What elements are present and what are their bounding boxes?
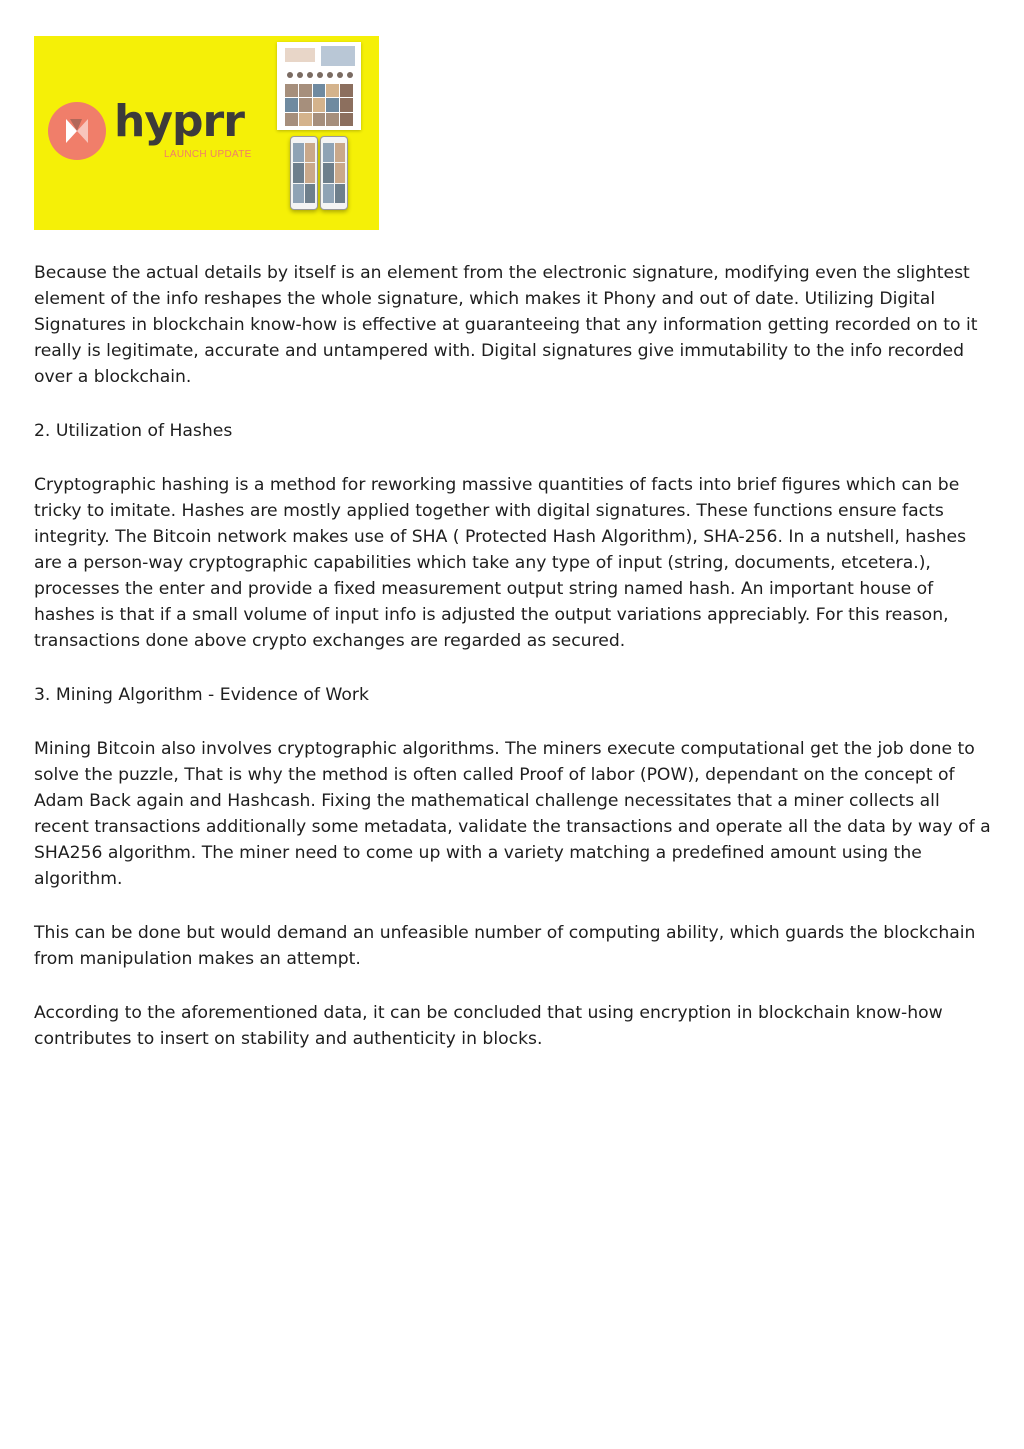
article-body xyxy=(34,260,992,1080)
phone-mockup-image xyxy=(320,136,348,210)
brand-name: hyprr xyxy=(114,96,244,147)
brand-subtitle: LAUNCH UPDATE xyxy=(164,149,252,160)
phone-mockup-image xyxy=(290,136,318,210)
paragraph: Cryptographic hashing is a method for reworking massive quantities of facts into brief figures which can be tricky to imitate. Hashes are mostly applied together with digital signatures. These functions ensure facts integrity. The Bitcoin network makes use of SHA ( Protected Hash Algorithm), SHA-256. In a nutshell, hashes are a person-way cryptographic capabilities which take any type of input (string, documents, etcetera.), processes the enter and provide a fixed measurement output string named hash. An important house of hashes is that if a small volume of input info is adjusted the output variations appreciably. For this reason, transactions done above crypto exchanges are regarded as secured. xyxy=(34,475,967,651)
hyprr-banner-image xyxy=(34,36,379,230)
section-heading: 3. Mining Algorithm - Evidence of Work xyxy=(34,685,369,705)
desktop-mockup-image xyxy=(277,42,361,130)
paragraph: Mining Bitcoin also involves cryptographic algorithms. The miners execute computational get the job done to solve the puzzle, That is why the method is often called Proof of labor (POW), dependant on the concept of Adam Back again and Hashcash. Fixing the mathematical challenge necessitates that a miner collects all recent transactions additionally some metadata, validate the transactions and operate all the data by way of a SHA256 algorithm. The miner need to come up with a variety matching a predefined amount using the algorithm. xyxy=(34,739,991,889)
paragraph: According to the aforementioned data, it can be concluded that using encryption in blockchain know-how contributes to insert on stability and authenticity in blocks. xyxy=(34,1003,943,1049)
paragraph: Because the actual details by itself is an element from the electronic signature, modifying even the slightest element of the info reshapes the whole signature, which makes it Phony and out of date. Utilizing Digital Signatures in blockchain know-how is effective at guaranteeing that any information getting recorded on to it really is legitimate, accurate and untampered with. Digital signatures give immutability to the info recorded over a blockchain. xyxy=(34,263,978,387)
hyprr-logo-icon xyxy=(48,102,106,160)
section-heading: 2. Utilization of Hashes xyxy=(34,421,233,441)
paragraph: This can be done but would demand an unfeasible number of computing ability, which guards the blockchain from manipulation makes an attempt. xyxy=(34,923,976,969)
